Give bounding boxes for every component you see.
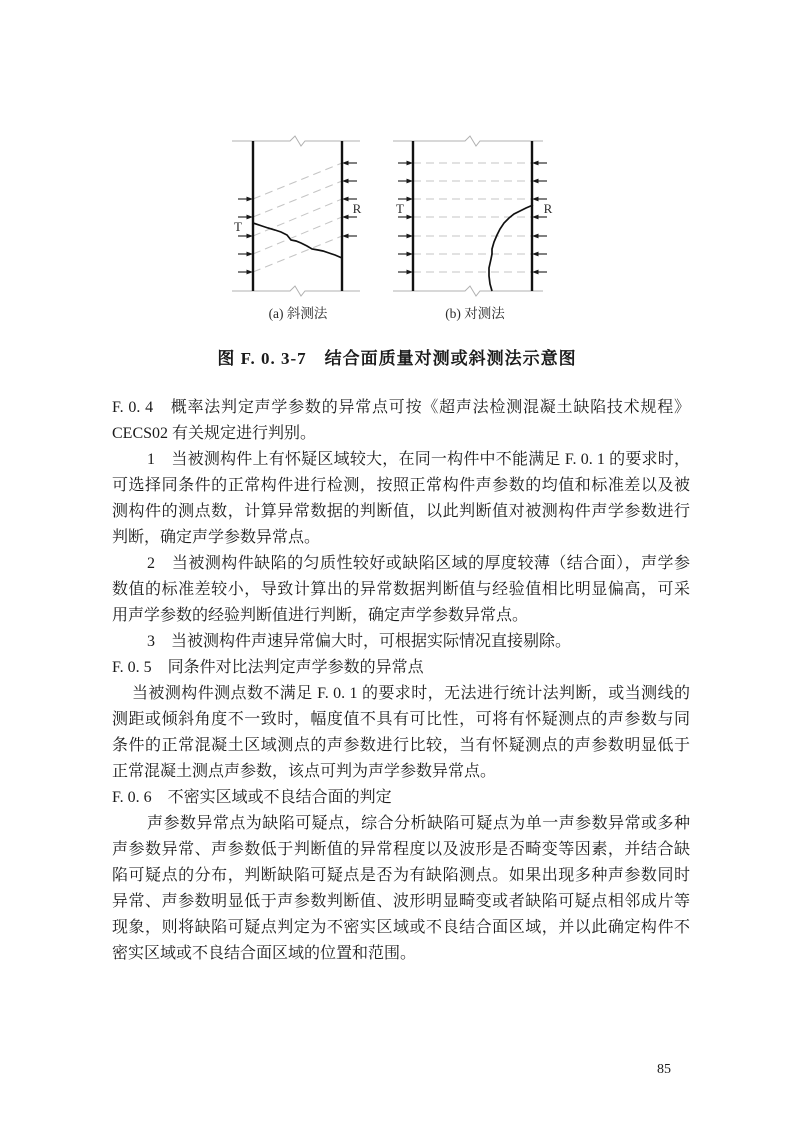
panel-a-caption: (a) 斜测法 xyxy=(268,306,328,321)
arrow-icon xyxy=(532,179,547,184)
text-line: 判断，确定声学参数异常点。 xyxy=(112,529,321,546)
text-line: 当被测构件测点数不满足 F. 0. 1 的要求时，无法进行统计法判断，或当测线的 xyxy=(132,685,690,702)
panel-a-receiver-label: R xyxy=(352,201,362,216)
text-line: 2 当被测构件缺陷的匀质性较好或缺陷区域的厚度较薄（结合面），声学参 xyxy=(147,555,690,572)
panel-b-bottom-break-line xyxy=(393,286,543,296)
text-line: 可选择同条件的正常构件进行检测，按照正常构件声参数的均值和标准差以及被 xyxy=(112,477,690,494)
panel-b-receiver-label: R xyxy=(543,201,553,216)
text-line: CECS02 有关规定进行判别。 xyxy=(112,425,317,442)
panel-b-direct-method xyxy=(393,136,553,321)
arrow-icon xyxy=(398,234,413,239)
panel-a-transmit-arrows xyxy=(238,197,253,275)
arrow-icon xyxy=(238,234,253,239)
panel-b-ray-paths xyxy=(413,163,532,272)
arrow-icon xyxy=(238,197,253,202)
text-line: 条件的正常混凝土区域测点的声参数进行比较，当有怀疑测点的声参数明显低于 xyxy=(112,737,690,754)
arrow-icon xyxy=(532,234,547,239)
panel-a-ray-paths xyxy=(253,163,342,272)
text-line: 异常、声参数明显低于声参数判断值、波形明显畸变或者缺陷可疑点相邻成片等 xyxy=(112,893,690,910)
body-text xyxy=(112,395,690,967)
panel-a-bottom-break-line xyxy=(232,286,360,296)
ultrasonic-test-diagram xyxy=(220,135,575,330)
text-line: 3 当被测构件声速异常偏大时，可根据实际情况直接剔除。 xyxy=(147,633,572,650)
figure-diagram xyxy=(220,135,575,330)
panel-a-top-break-line xyxy=(232,136,360,146)
panel-a-oblique-method xyxy=(232,136,362,321)
text-line: 1 当被测构件上有怀疑区域较大，在同一构件中不能满足 F. 0. 1 的要求时， xyxy=(147,451,690,468)
arrow-icon xyxy=(398,270,413,275)
arrow-icon xyxy=(532,270,547,275)
panel-b-transmit-arrows xyxy=(398,161,413,275)
text-line: 声参数异常点为缺陷可疑点，综合分析缺陷可疑点为单一声参数异常或多种 xyxy=(147,815,690,832)
panel-a-joint-surface-curve xyxy=(253,223,342,258)
panel-a-receive-arrows xyxy=(342,161,357,239)
text-line: F. 0. 6 不密实区域或不良结合面的判定 xyxy=(112,789,392,806)
text-line: 测构件的测点数，计算异常数据的判断值，以此判断值对被测构件声学参数进行 xyxy=(112,503,690,520)
panel-a-transmitter-label: T xyxy=(234,219,242,234)
arrow-icon xyxy=(398,161,413,166)
text-line: 现象，则将缺陷可疑点判定为不密实区域或不良结合面区域，并以此确定构件不 xyxy=(112,919,690,936)
panel-b-caption: (b) 对测法 xyxy=(445,306,505,321)
text-line: 数值的标准差较小，导致计算出的异常数据判断值与经验值相比明显偏高，可采 xyxy=(112,581,690,598)
arrow-icon xyxy=(532,161,547,166)
panel-b-joint-surface-curve xyxy=(489,205,533,291)
text-line: 测距或倾斜角度不一致时，幅度值不具有可比性，可将有怀疑测点的声参数与同 xyxy=(112,711,690,728)
text-line: 正常混凝土测点声参数，该点可判为声学参数异常点。 xyxy=(112,763,497,780)
text-line: F. 0. 4 概率法判定声学参数的异常点可按《超声法检测混凝土缺陷技术规程》 xyxy=(112,399,690,416)
text-line: F. 0. 5 同条件对比法判定声学参数的异常点 xyxy=(112,659,424,676)
text-line: 陷可疑点的分布，判断缺陷可疑点是否为有缺陷测点。如果出现多种声参数同时 xyxy=(112,867,690,884)
panel-b-receive-arrows xyxy=(532,161,547,275)
arrow-icon xyxy=(342,234,357,239)
text-line: 用声学参数的经验判断值进行判断，确定声学参数异常点。 xyxy=(112,607,529,624)
arrow-icon xyxy=(398,179,413,184)
arrow-icon xyxy=(342,179,357,184)
text-line: 密实区域或不良结合面区域的位置和范围。 xyxy=(112,945,417,962)
panel-b-transmitter-label: T xyxy=(396,201,404,216)
arrow-icon xyxy=(398,252,413,257)
page-number: 85 xyxy=(657,1062,671,1077)
panel-b-top-break-line xyxy=(393,136,543,146)
arrow-icon xyxy=(532,252,547,257)
text-line: 声参数异常、声参数低于判断值的异常程度以及波形是否畸变等因素，并结合缺 xyxy=(112,841,690,858)
arrow-icon xyxy=(238,252,253,257)
arrow-icon xyxy=(238,270,253,275)
figure-caption: 图 F. 0. 3-7 结合面质量对测或斜测法示意图 xyxy=(217,349,577,368)
arrow-icon xyxy=(342,161,357,166)
